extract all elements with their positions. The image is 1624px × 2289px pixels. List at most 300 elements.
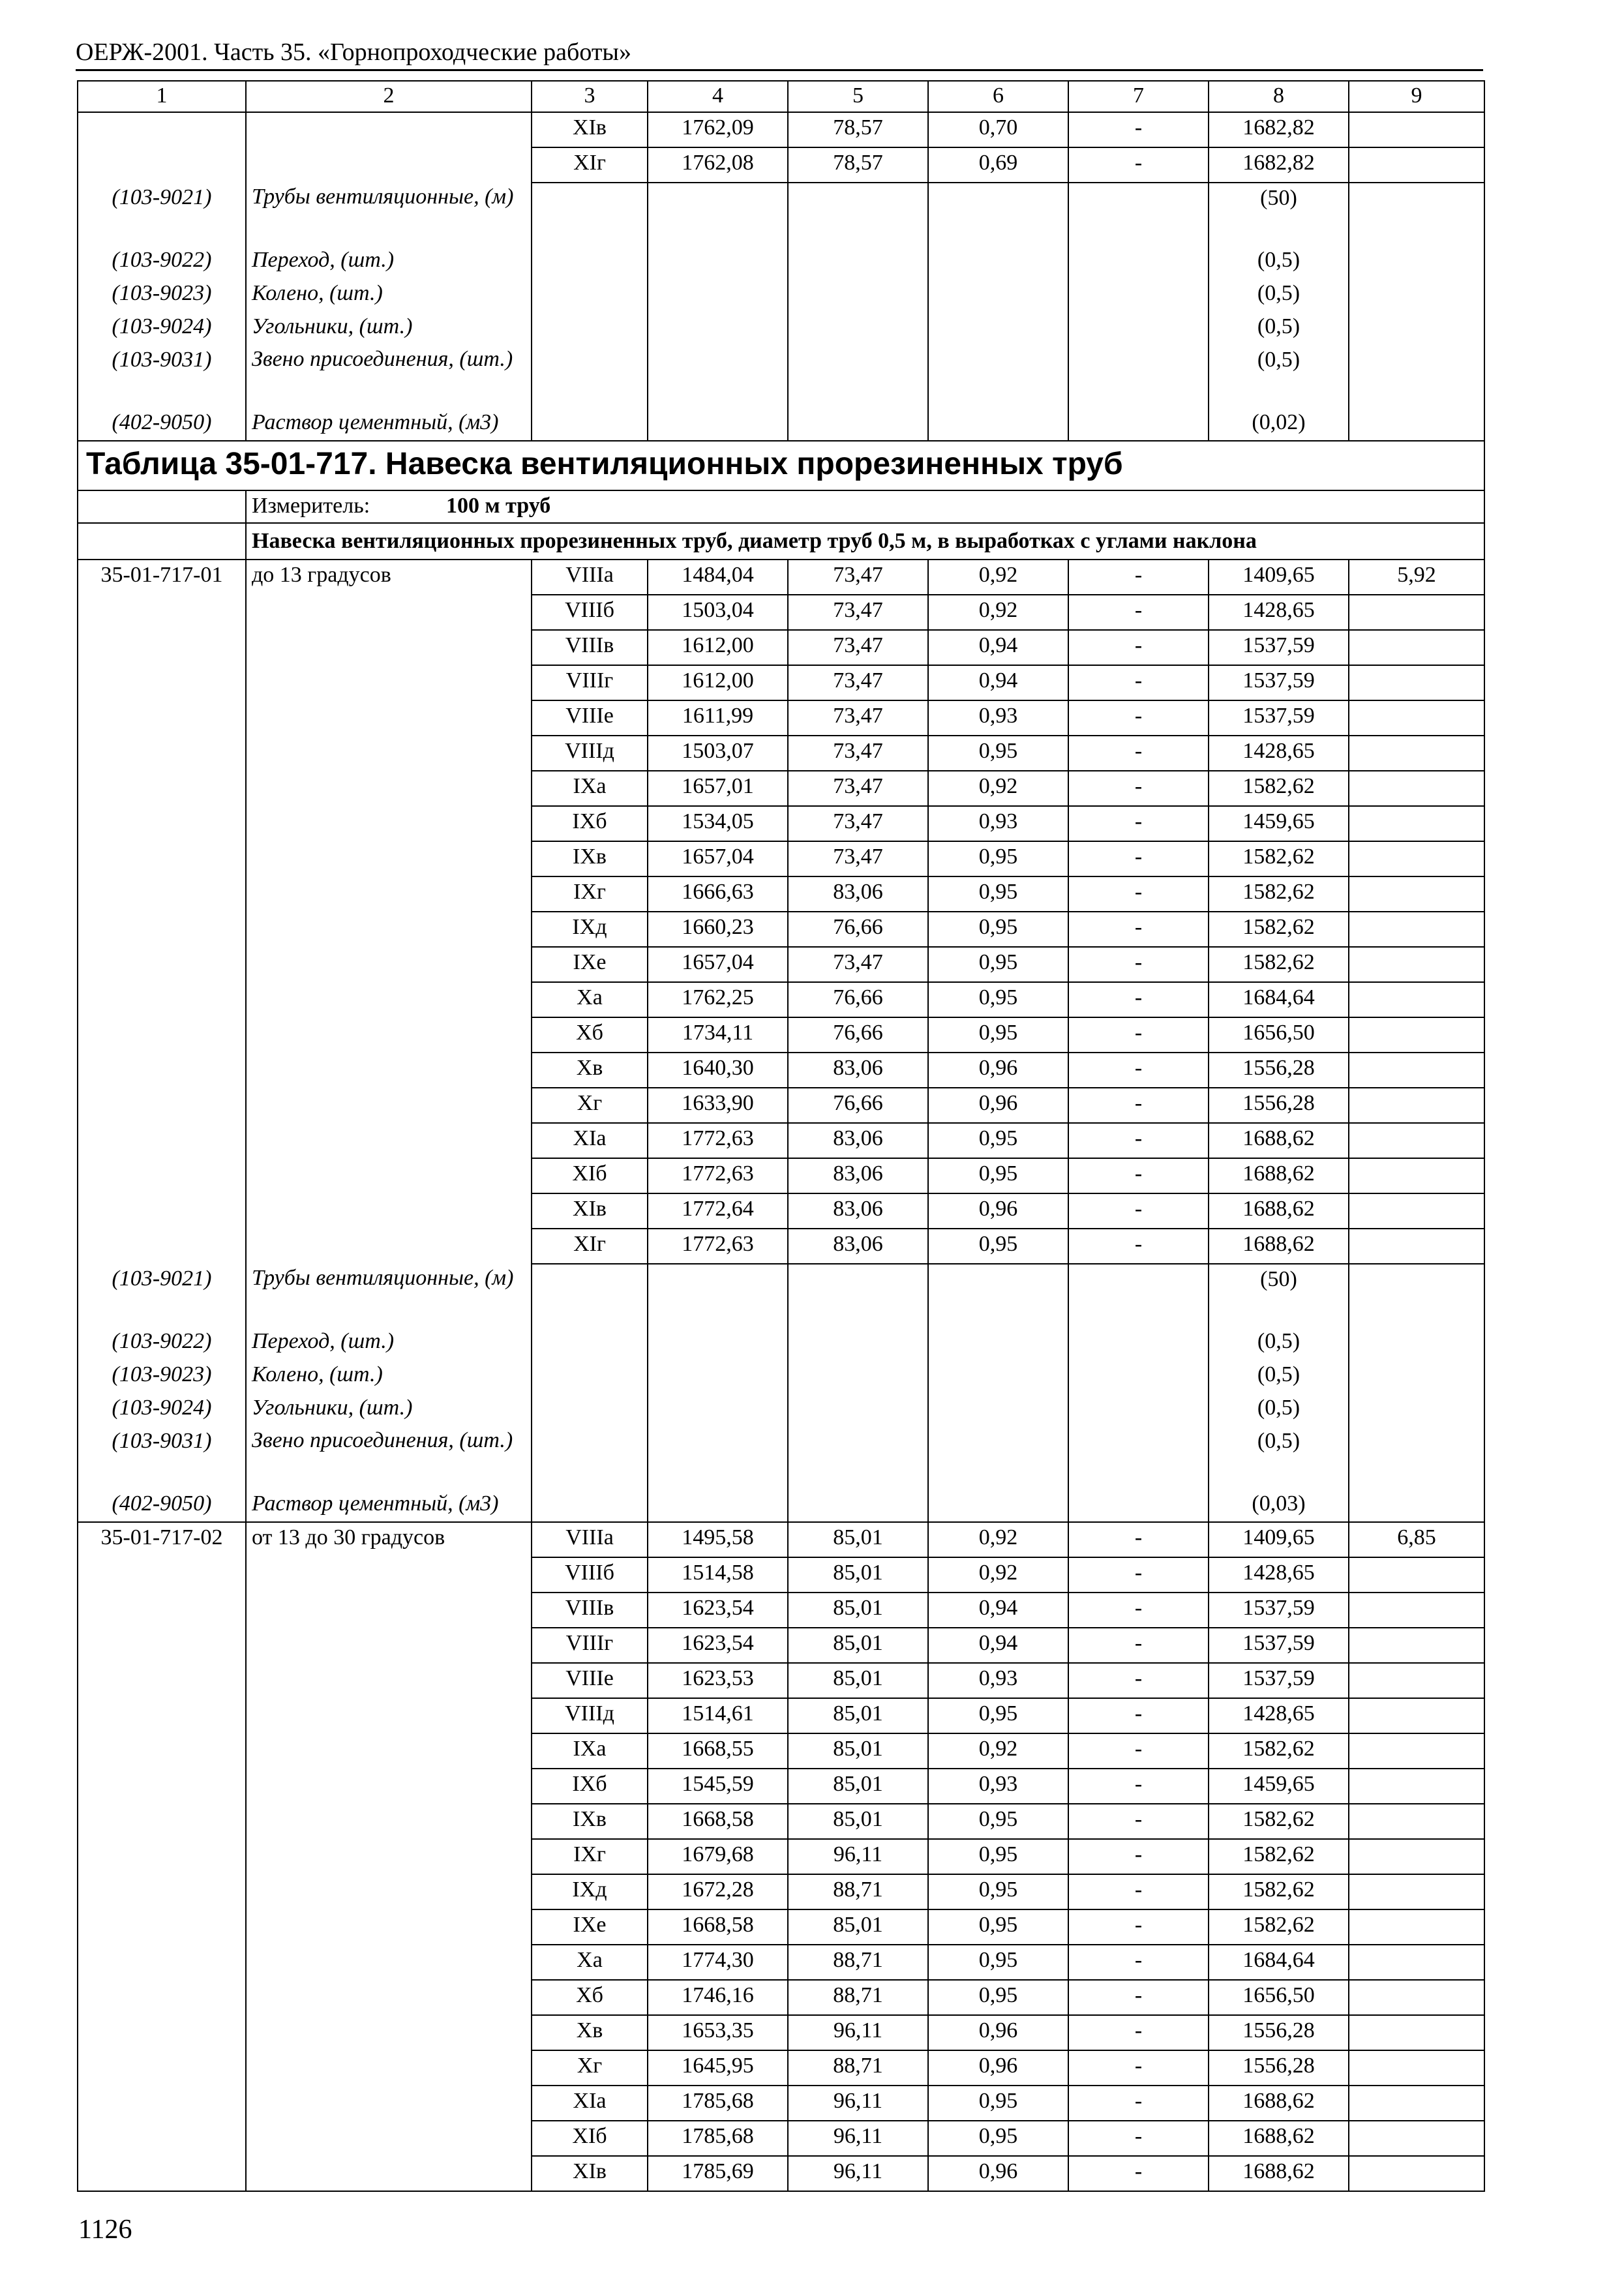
value-cell: - — [1068, 2086, 1209, 2121]
labor-cell — [1349, 2015, 1484, 2050]
labor-cell — [1349, 1980, 1484, 2015]
value-cell: - — [1068, 1593, 1209, 1628]
rate-code — [78, 1229, 246, 1264]
empty-cell — [648, 312, 788, 345]
rate-category: Xб — [532, 1980, 648, 2015]
rate-category: IXд — [532, 912, 648, 947]
table-row — [78, 560, 1484, 595]
value-cell: 85,01 — [788, 1698, 928, 1733]
value-cell: - — [1068, 982, 1209, 1017]
resource-code: (103-9022) — [78, 245, 246, 278]
empty-cell — [928, 278, 1068, 312]
value-cell: 1556,28 — [1209, 2050, 1349, 2086]
value-cell: 85,01 — [788, 1909, 928, 1945]
empty-cell — [648, 278, 788, 312]
empty-cell — [788, 345, 928, 408]
empty-cell — [788, 1326, 928, 1360]
value-cell: 1762,25 — [648, 982, 788, 1017]
empty-cell — [1068, 1264, 1209, 1326]
resource-row — [78, 1360, 1484, 1393]
empty-cell — [788, 408, 928, 441]
value-cell: 88,71 — [788, 1980, 928, 2015]
resource-code: (103-9021) — [78, 183, 246, 245]
value-cell: - — [1068, 2050, 1209, 2086]
table-row — [78, 1229, 1484, 1264]
value-cell: 1582,62 — [1209, 1909, 1349, 1945]
value-cell: - — [1068, 1698, 1209, 1733]
value-cell: 1785,68 — [648, 2086, 788, 2121]
labor-cell — [1349, 2050, 1484, 2086]
resource-value: (0,5) — [1209, 245, 1349, 278]
section-heading-row — [78, 523, 1484, 560]
empty-cell — [1349, 1426, 1484, 1489]
rate-code — [78, 1839, 246, 1874]
value-cell: 1556,28 — [1209, 2015, 1349, 2050]
table-row — [78, 1053, 1484, 1088]
value-cell: - — [1068, 595, 1209, 630]
empty-cell — [532, 1426, 648, 1489]
value-cell: 85,01 — [788, 1593, 928, 1628]
labor-cell — [1349, 665, 1484, 700]
labor-cell — [1349, 2121, 1484, 2156]
value-cell: 1556,28 — [1209, 1088, 1349, 1123]
rate-code — [78, 2156, 246, 2191]
value-cell: 83,06 — [788, 1193, 928, 1229]
empty-cell — [1349, 245, 1484, 278]
rate-category: IXа — [532, 1733, 648, 1769]
value-cell: 1537,59 — [1209, 700, 1349, 736]
value-cell: 1582,62 — [1209, 1839, 1349, 1874]
empty-cell — [648, 408, 788, 441]
value-cell: 1688,62 — [1209, 1229, 1349, 1264]
value-cell: 0,95 — [928, 736, 1068, 771]
resource-name: Колено, (шт.) — [246, 1360, 532, 1393]
value-cell: 0,96 — [928, 1193, 1068, 1229]
labor-cell — [1349, 2156, 1484, 2191]
value-cell: 96,11 — [788, 1839, 928, 1874]
value-cell: 0,95 — [928, 876, 1068, 912]
resource-row — [78, 1264, 1484, 1326]
rate-code — [78, 2086, 246, 2121]
rate-category: XIа — [532, 2086, 648, 2121]
rate-code — [78, 1017, 246, 1053]
value-cell: 96,11 — [788, 2015, 928, 2050]
value-cell: 0,92 — [928, 560, 1068, 595]
value-cell: - — [1068, 912, 1209, 947]
value-cell: 1746,16 — [648, 1980, 788, 2015]
measure-row — [78, 490, 1484, 523]
rate-category: VIIIб — [532, 1557, 648, 1593]
table-row — [78, 841, 1484, 876]
rate-category: XIв — [532, 1193, 648, 1229]
rate-name: до 13 градусов — [246, 560, 532, 595]
empty-cell — [788, 1426, 928, 1489]
rate-code — [78, 1909, 246, 1945]
value-cell: 0,95 — [928, 1945, 1068, 1980]
rate-category: VIIIд — [532, 736, 648, 771]
value-cell: 1772,64 — [648, 1193, 788, 1229]
column-number-row — [78, 81, 1484, 112]
empty-cell — [648, 1360, 788, 1393]
empty-cell — [1349, 1360, 1484, 1393]
value-cell: 1785,69 — [648, 2156, 788, 2191]
rate-category: VIIIе — [532, 1663, 648, 1698]
empty-cell — [648, 1426, 788, 1489]
value-cell: 73,47 — [788, 560, 928, 595]
labor-cell — [1349, 1945, 1484, 1980]
empty-cell — [928, 312, 1068, 345]
labor-cell — [1349, 630, 1484, 665]
value-cell: 1772,63 — [648, 1123, 788, 1158]
value-cell: 96,11 — [788, 2156, 928, 2191]
value-cell: 1459,65 — [1209, 1769, 1349, 1804]
value-cell: 1459,65 — [1209, 806, 1349, 841]
rate-category: VIIIе — [532, 700, 648, 736]
value-cell: 1682,82 — [1209, 147, 1349, 183]
labor-cell — [1349, 1158, 1484, 1193]
value-cell: 0,93 — [928, 1769, 1068, 1804]
value-cell: 1774,30 — [648, 1945, 788, 1980]
empty-cell — [1349, 1326, 1484, 1360]
labor-cell — [1349, 947, 1484, 982]
table-row — [78, 1733, 1484, 1769]
value-cell: 0,96 — [928, 1053, 1068, 1088]
value-cell: - — [1068, 1769, 1209, 1804]
rate-category: Xб — [532, 1017, 648, 1053]
resource-name: Трубы вентиляционные, (м) — [246, 183, 532, 245]
rate-code — [78, 1193, 246, 1229]
resource-code: (103-9022) — [78, 1326, 246, 1360]
value-cell: 1688,62 — [1209, 1158, 1349, 1193]
value-cell: 1534,05 — [648, 806, 788, 841]
value-cell: 1656,50 — [1209, 1017, 1349, 1053]
value-cell: 1428,65 — [1209, 595, 1349, 630]
rate-name — [246, 841, 532, 876]
table-row — [78, 1123, 1484, 1158]
value-cell: - — [1068, 876, 1209, 912]
value-cell: - — [1068, 1053, 1209, 1088]
value-cell: 1503,07 — [648, 736, 788, 771]
resource-row — [78, 183, 1484, 245]
labor-cell — [1349, 1663, 1484, 1698]
value-cell: 1653,35 — [648, 2015, 788, 2050]
value-cell: 88,71 — [788, 1874, 928, 1909]
rate-category: XIг — [532, 1229, 648, 1264]
value-cell: 0,96 — [928, 1088, 1068, 1123]
value-cell: - — [1068, 112, 1209, 147]
empty-cell — [928, 1426, 1068, 1489]
table-row — [78, 736, 1484, 771]
resource-value: (0,5) — [1209, 1426, 1349, 1489]
value-cell: 0,93 — [928, 806, 1068, 841]
value-cell: - — [1068, 1980, 1209, 2015]
rate-name — [246, 1698, 532, 1733]
rate-name — [246, 1193, 532, 1229]
rate-category: Xа — [532, 1945, 648, 1980]
rate-name — [246, 1945, 532, 1980]
value-cell: - — [1068, 700, 1209, 736]
rate-name — [246, 665, 532, 700]
labor-cell — [1349, 806, 1484, 841]
value-cell: - — [1068, 947, 1209, 982]
resource-value: (0,5) — [1209, 1326, 1349, 1360]
value-cell: 85,01 — [788, 1557, 928, 1593]
empty-cell — [78, 523, 246, 560]
value-cell: 1688,62 — [1209, 1123, 1349, 1158]
table-row — [78, 665, 1484, 700]
resource-value: (0,5) — [1209, 312, 1349, 345]
value-cell: 0,95 — [928, 1017, 1068, 1053]
rate-name — [246, 1874, 532, 1909]
rate-name — [246, 1593, 532, 1628]
table-title-row — [78, 441, 1484, 490]
estimate-table — [77, 80, 1485, 2192]
rate-code — [78, 147, 246, 183]
value-cell: - — [1068, 1663, 1209, 1698]
value-cell: 1514,58 — [648, 1557, 788, 1593]
value-cell: 78,57 — [788, 112, 928, 147]
empty-cell — [1349, 345, 1484, 408]
value-cell: 1633,90 — [648, 1088, 788, 1123]
resource-value: (0,5) — [1209, 345, 1349, 408]
empty-cell — [1349, 312, 1484, 345]
value-cell: 0,93 — [928, 700, 1068, 736]
rate-code — [78, 736, 246, 771]
resource-row — [78, 278, 1484, 312]
empty-cell — [532, 183, 648, 245]
rate-name — [246, 595, 532, 630]
value-cell: 76,66 — [788, 1088, 928, 1123]
value-cell: 1660,23 — [648, 912, 788, 947]
value-cell: 0,95 — [928, 1229, 1068, 1264]
value-cell: 1537,59 — [1209, 665, 1349, 700]
empty-cell — [532, 1360, 648, 1393]
value-cell: 1762,08 — [648, 147, 788, 183]
empty-cell — [788, 245, 928, 278]
resource-value: (0,5) — [1209, 278, 1349, 312]
rate-name — [246, 806, 532, 841]
rate-name — [246, 982, 532, 1017]
rate-name — [246, 912, 532, 947]
rate-category: XIв — [532, 112, 648, 147]
resource-value: (0,02) — [1209, 408, 1349, 441]
empty-cell — [1068, 1360, 1209, 1393]
resource-code: (103-9023) — [78, 278, 246, 312]
value-cell: - — [1068, 771, 1209, 806]
value-cell: 1537,59 — [1209, 1593, 1349, 1628]
value-cell: 88,71 — [788, 1945, 928, 1980]
resource-name: Переход, (шт.) — [246, 1326, 532, 1360]
table-row — [78, 806, 1484, 841]
value-cell: 83,06 — [788, 1053, 928, 1088]
table-body — [78, 81, 1484, 2191]
value-cell: - — [1068, 1088, 1209, 1123]
table-row — [78, 771, 1484, 806]
rate-category: Xг — [532, 2050, 648, 2086]
value-cell: 1484,04 — [648, 560, 788, 595]
resource-name: Трубы вентиляционные, (м) — [246, 1264, 532, 1326]
empty-cell — [1068, 312, 1209, 345]
value-cell: - — [1068, 1733, 1209, 1769]
value-cell: 1582,62 — [1209, 876, 1349, 912]
table-row — [78, 947, 1484, 982]
value-cell: 0,95 — [928, 1804, 1068, 1839]
value-cell: 1679,68 — [648, 1839, 788, 1874]
rate-name — [246, 2121, 532, 2156]
empty-cell — [648, 183, 788, 245]
table-row — [78, 2050, 1484, 2086]
value-cell: 0,96 — [928, 2050, 1068, 2086]
labor-cell — [1349, 2086, 1484, 2121]
empty-cell — [532, 1489, 648, 1522]
empty-cell — [788, 278, 928, 312]
rate-name — [246, 1804, 532, 1839]
table-row — [78, 2086, 1484, 2121]
value-cell: 1657,04 — [648, 841, 788, 876]
table-row — [78, 595, 1484, 630]
value-cell: 1428,65 — [1209, 736, 1349, 771]
empty-cell — [532, 1264, 648, 1326]
value-cell: 73,47 — [788, 806, 928, 841]
labor-cell — [1349, 700, 1484, 736]
rate-code — [78, 1663, 246, 1698]
rate-name — [246, 876, 532, 912]
empty-cell — [1068, 183, 1209, 245]
rate-code — [78, 2121, 246, 2156]
empty-cell — [1068, 1393, 1209, 1426]
empty-cell — [532, 345, 648, 408]
value-cell: 0,95 — [928, 947, 1068, 982]
labor-cell — [1349, 1557, 1484, 1593]
value-cell: 1772,63 — [648, 1229, 788, 1264]
rate-code — [78, 2050, 246, 2086]
rate-code — [78, 1123, 246, 1158]
value-cell: 1623,53 — [648, 1663, 788, 1698]
value-cell: 96,11 — [788, 2121, 928, 2156]
rate-name — [246, 1980, 532, 2015]
table-row — [78, 876, 1484, 912]
value-cell: 1612,00 — [648, 630, 788, 665]
table-row — [78, 1945, 1484, 1980]
empty-cell — [1349, 1264, 1484, 1326]
column-number: 9 — [1349, 81, 1484, 112]
resource-value: (50) — [1209, 1264, 1349, 1326]
value-cell: 1688,62 — [1209, 2156, 1349, 2191]
value-cell: 1772,63 — [648, 1158, 788, 1193]
table-row — [78, 1698, 1484, 1733]
value-cell: - — [1068, 1557, 1209, 1593]
value-cell: 0,95 — [928, 1698, 1068, 1733]
table-row — [78, 700, 1484, 736]
value-cell: - — [1068, 630, 1209, 665]
value-cell: 0,92 — [928, 1733, 1068, 1769]
value-cell: - — [1068, 806, 1209, 841]
rate-name — [246, 1123, 532, 1158]
value-cell: - — [1068, 1229, 1209, 1264]
value-cell: 0,95 — [928, 1839, 1068, 1874]
value-cell: 1409,65 — [1209, 560, 1349, 595]
labor-cell — [1349, 1628, 1484, 1663]
value-cell: - — [1068, 1945, 1209, 1980]
table-row — [78, 630, 1484, 665]
value-cell: 1645,95 — [648, 2050, 788, 2086]
table-row — [78, 1522, 1484, 1557]
table-row — [78, 1193, 1484, 1229]
value-cell: 1657,04 — [648, 947, 788, 982]
empty-cell — [532, 1326, 648, 1360]
value-cell: 76,66 — [788, 912, 928, 947]
value-cell: 96,11 — [788, 2086, 928, 2121]
value-cell: - — [1068, 1158, 1209, 1193]
resource-code: (103-9031) — [78, 1426, 246, 1489]
table-row — [78, 2121, 1484, 2156]
empty-cell — [648, 245, 788, 278]
labor-cell — [1349, 595, 1484, 630]
value-cell: 0,95 — [928, 1909, 1068, 1945]
column-number: 7 — [1068, 81, 1209, 112]
value-cell: 1582,62 — [1209, 947, 1349, 982]
rate-name — [246, 1733, 532, 1769]
rate-code — [78, 665, 246, 700]
resource-name: Звено присоединения, (шт.) — [246, 1426, 532, 1489]
value-cell: 1503,04 — [648, 595, 788, 630]
rate-code — [78, 630, 246, 665]
rate-name — [246, 1909, 532, 1945]
rate-code — [78, 841, 246, 876]
empty-cell — [928, 1360, 1068, 1393]
column-number: 1 — [78, 81, 246, 112]
rate-name — [246, 1557, 532, 1593]
value-cell: 1668,58 — [648, 1909, 788, 1945]
empty-cell — [1068, 1426, 1209, 1489]
rate-name — [246, 2156, 532, 2191]
labor-cell — [1349, 147, 1484, 183]
value-cell: 83,06 — [788, 1123, 928, 1158]
resource-code: (402-9050) — [78, 408, 246, 441]
resource-row — [78, 408, 1484, 441]
value-cell: 0,95 — [928, 1980, 1068, 2015]
rate-category: XIа — [532, 1123, 648, 1158]
value-cell: 1514,61 — [648, 1698, 788, 1733]
value-cell: - — [1068, 1193, 1209, 1229]
value-cell: 0,92 — [928, 771, 1068, 806]
value-cell: 1623,54 — [648, 1628, 788, 1663]
resource-name: Раствор цементный, (м3) — [246, 408, 532, 441]
table-row — [78, 1088, 1484, 1123]
labor-cell — [1349, 1088, 1484, 1123]
empty-cell — [928, 245, 1068, 278]
empty-cell — [532, 312, 648, 345]
rate-code — [78, 1769, 246, 1804]
rate-name — [246, 1158, 532, 1193]
rate-name: от 13 до 30 градусов — [246, 1522, 532, 1557]
value-cell: 1582,62 — [1209, 1874, 1349, 1909]
resource-row — [78, 1426, 1484, 1489]
resource-row — [78, 312, 1484, 345]
rate-code — [78, 912, 246, 947]
table-row — [78, 1769, 1484, 1804]
section-heading: Навеска вентиляционных прорезиненных труб, диаметр труб 0,5 м, в выработках с углами наклона — [246, 523, 1484, 560]
empty-cell — [78, 490, 246, 523]
labor-cell — [1349, 736, 1484, 771]
rate-name — [246, 112, 532, 147]
labor-cell — [1349, 982, 1484, 1017]
resource-code: (402-9050) — [78, 1489, 246, 1522]
value-cell: 1682,82 — [1209, 112, 1349, 147]
value-cell: 73,47 — [788, 947, 928, 982]
rate-code — [78, 595, 246, 630]
resource-code: (103-9021) — [78, 1264, 246, 1326]
